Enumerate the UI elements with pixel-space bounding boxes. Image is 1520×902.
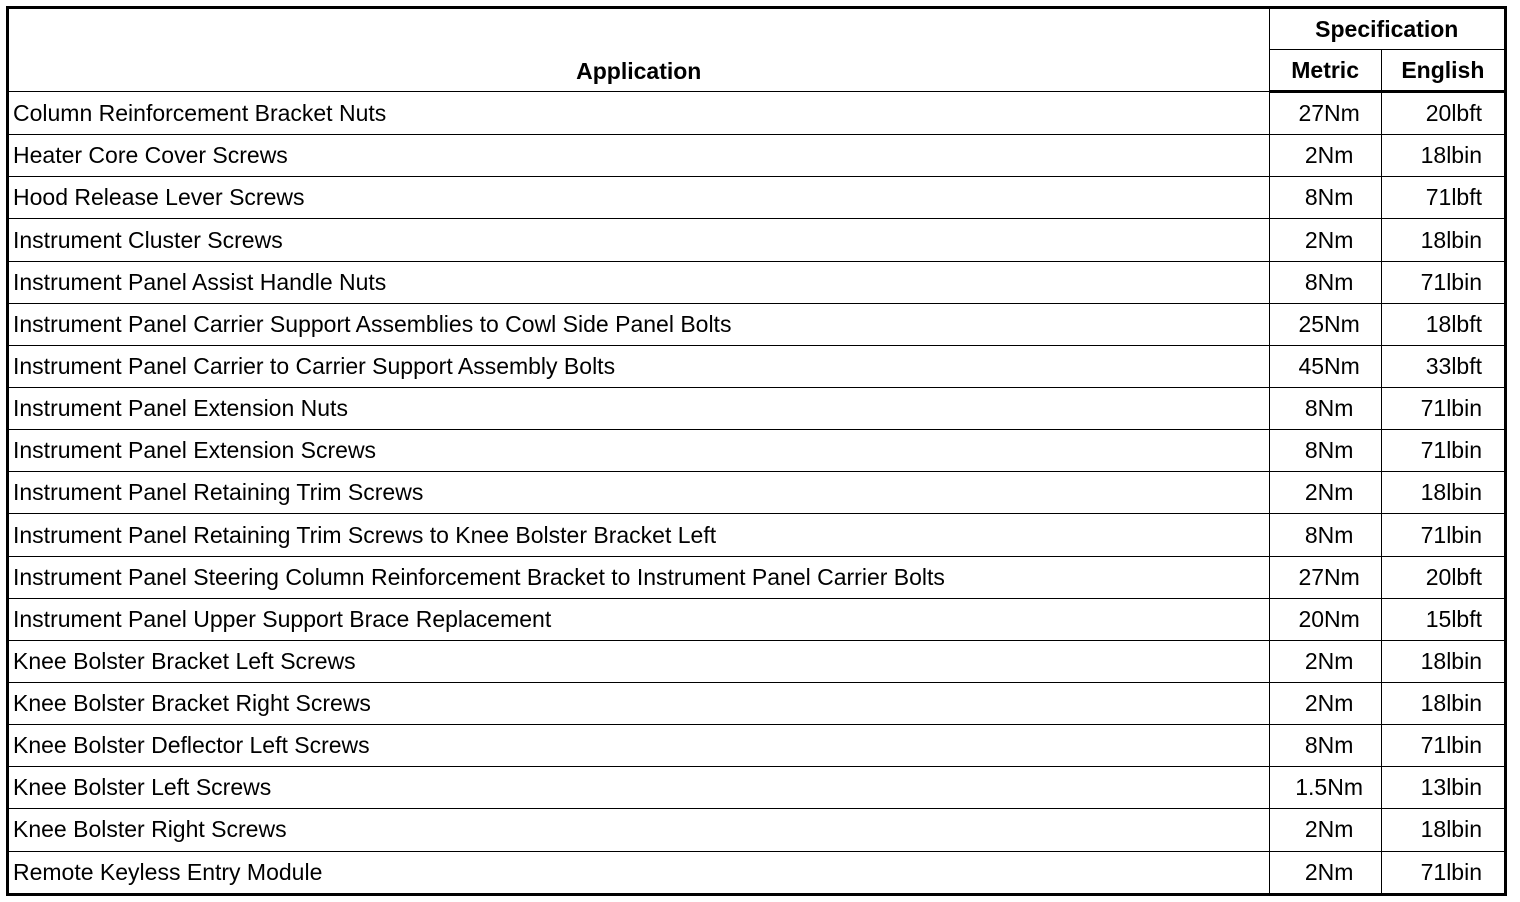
metric-cell: 1.5Nm xyxy=(1269,767,1381,809)
application-cell: Knee Bolster Deflector Left Screws xyxy=(8,725,1270,767)
application-cell: Instrument Cluster Screws xyxy=(8,219,1270,261)
application-cell: Instrument Panel Extension Screws xyxy=(8,430,1270,472)
english-cell: 18lbin xyxy=(1381,640,1505,682)
metric-cell: 2Nm xyxy=(1269,219,1381,261)
table-row xyxy=(8,388,1506,430)
metric-cell: 8Nm xyxy=(1269,261,1381,303)
metric-cell: 8Nm xyxy=(1269,430,1381,472)
metric-cell: 27Nm xyxy=(1269,92,1381,135)
metric-cell: 2Nm xyxy=(1269,809,1381,851)
english-cell: 71lbft xyxy=(1381,177,1505,219)
metric-cell: 25Nm xyxy=(1269,303,1381,345)
application-cell: Instrument Panel Carrier to Carrier Support Assembly Bolts xyxy=(8,345,1270,387)
english-cell: 18lbin xyxy=(1381,809,1505,851)
english-cell: 18lbin xyxy=(1381,683,1505,725)
header-row-top xyxy=(8,8,1506,50)
application-cell: Knee Bolster Bracket Left Screws xyxy=(8,640,1270,682)
metric-cell: 20Nm xyxy=(1269,598,1381,640)
table-row xyxy=(8,135,1506,177)
metric-cell: 2Nm xyxy=(1269,135,1381,177)
application-cell: Instrument Panel Upper Support Brace Replacement xyxy=(8,598,1270,640)
table-row xyxy=(8,219,1506,261)
english-cell: 20lbft xyxy=(1381,556,1505,598)
english-cell: 71lbin xyxy=(1381,514,1505,556)
application-cell: Knee Bolster Bracket Right Screws xyxy=(8,683,1270,725)
metric-cell: 45Nm xyxy=(1269,345,1381,387)
english-cell: 71lbin xyxy=(1381,388,1505,430)
table-row xyxy=(8,514,1506,556)
application-cell: Knee Bolster Right Screws xyxy=(8,809,1270,851)
table-row xyxy=(8,809,1506,851)
metric-cell: 2Nm xyxy=(1269,683,1381,725)
table-body xyxy=(8,92,1506,895)
english-cell: 20lbft xyxy=(1381,92,1505,135)
application-cell: Knee Bolster Left Screws xyxy=(8,767,1270,809)
metric-cell: 8Nm xyxy=(1269,388,1381,430)
table-row xyxy=(8,261,1506,303)
application-cell: Instrument Panel Extension Nuts xyxy=(8,388,1270,430)
english-cell: 71lbin xyxy=(1381,261,1505,303)
application-cell: Instrument Panel Steering Column Reinforcement Bracket to Instrument Panel Carrier Bolts xyxy=(8,556,1270,598)
english-cell: 18lbin xyxy=(1381,472,1505,514)
metric-cell: 2Nm xyxy=(1269,472,1381,514)
english-cell: 15lbft xyxy=(1381,598,1505,640)
metric-cell: 8Nm xyxy=(1269,177,1381,219)
table-row xyxy=(8,303,1506,345)
table-row xyxy=(8,767,1506,809)
table-header xyxy=(8,8,1506,92)
metric-header: Metric xyxy=(1269,50,1381,92)
table-row xyxy=(8,556,1506,598)
english-header: English xyxy=(1381,50,1505,92)
metric-cell: 27Nm xyxy=(1269,556,1381,598)
application-cell: Instrument Panel Assist Handle Nuts xyxy=(8,261,1270,303)
table-row xyxy=(8,430,1506,472)
english-cell: 13lbin xyxy=(1381,767,1505,809)
application-cell: Instrument Panel Retaining Trim Screws xyxy=(8,472,1270,514)
metric-cell: 2Nm xyxy=(1269,851,1381,894)
application-cell: Heater Core Cover Screws xyxy=(8,135,1270,177)
metric-cell: 2Nm xyxy=(1269,640,1381,682)
table-row xyxy=(8,683,1506,725)
metric-cell: 8Nm xyxy=(1269,514,1381,556)
application-header: Application xyxy=(8,8,1270,92)
english-cell: 18lbin xyxy=(1381,135,1505,177)
table-row xyxy=(8,640,1506,682)
application-cell: Remote Keyless Entry Module xyxy=(8,851,1270,894)
application-cell: Column Reinforcement Bracket Nuts xyxy=(8,92,1270,135)
metric-cell: 8Nm xyxy=(1269,725,1381,767)
english-cell: 71lbin xyxy=(1381,725,1505,767)
specification-header: Specification xyxy=(1269,8,1505,50)
application-cell: Hood Release Lever Screws xyxy=(8,177,1270,219)
table-row xyxy=(8,92,1506,135)
table-row xyxy=(8,725,1506,767)
fastener-spec-table xyxy=(6,6,1507,896)
english-cell: 18lbft xyxy=(1381,303,1505,345)
table-row xyxy=(8,472,1506,514)
table-row xyxy=(8,345,1506,387)
application-cell: Instrument Panel Carrier Support Assemblies to Cowl Side Panel Bolts xyxy=(8,303,1270,345)
table-row xyxy=(8,598,1506,640)
english-cell: 71lbin xyxy=(1381,851,1505,894)
table-row xyxy=(8,177,1506,219)
english-cell: 71lbin xyxy=(1381,430,1505,472)
english-cell: 18lbin xyxy=(1381,219,1505,261)
english-cell: 33lbft xyxy=(1381,345,1505,387)
application-cell: Instrument Panel Retaining Trim Screws to Knee Bolster Bracket Left xyxy=(8,514,1270,556)
table-row xyxy=(8,851,1506,894)
